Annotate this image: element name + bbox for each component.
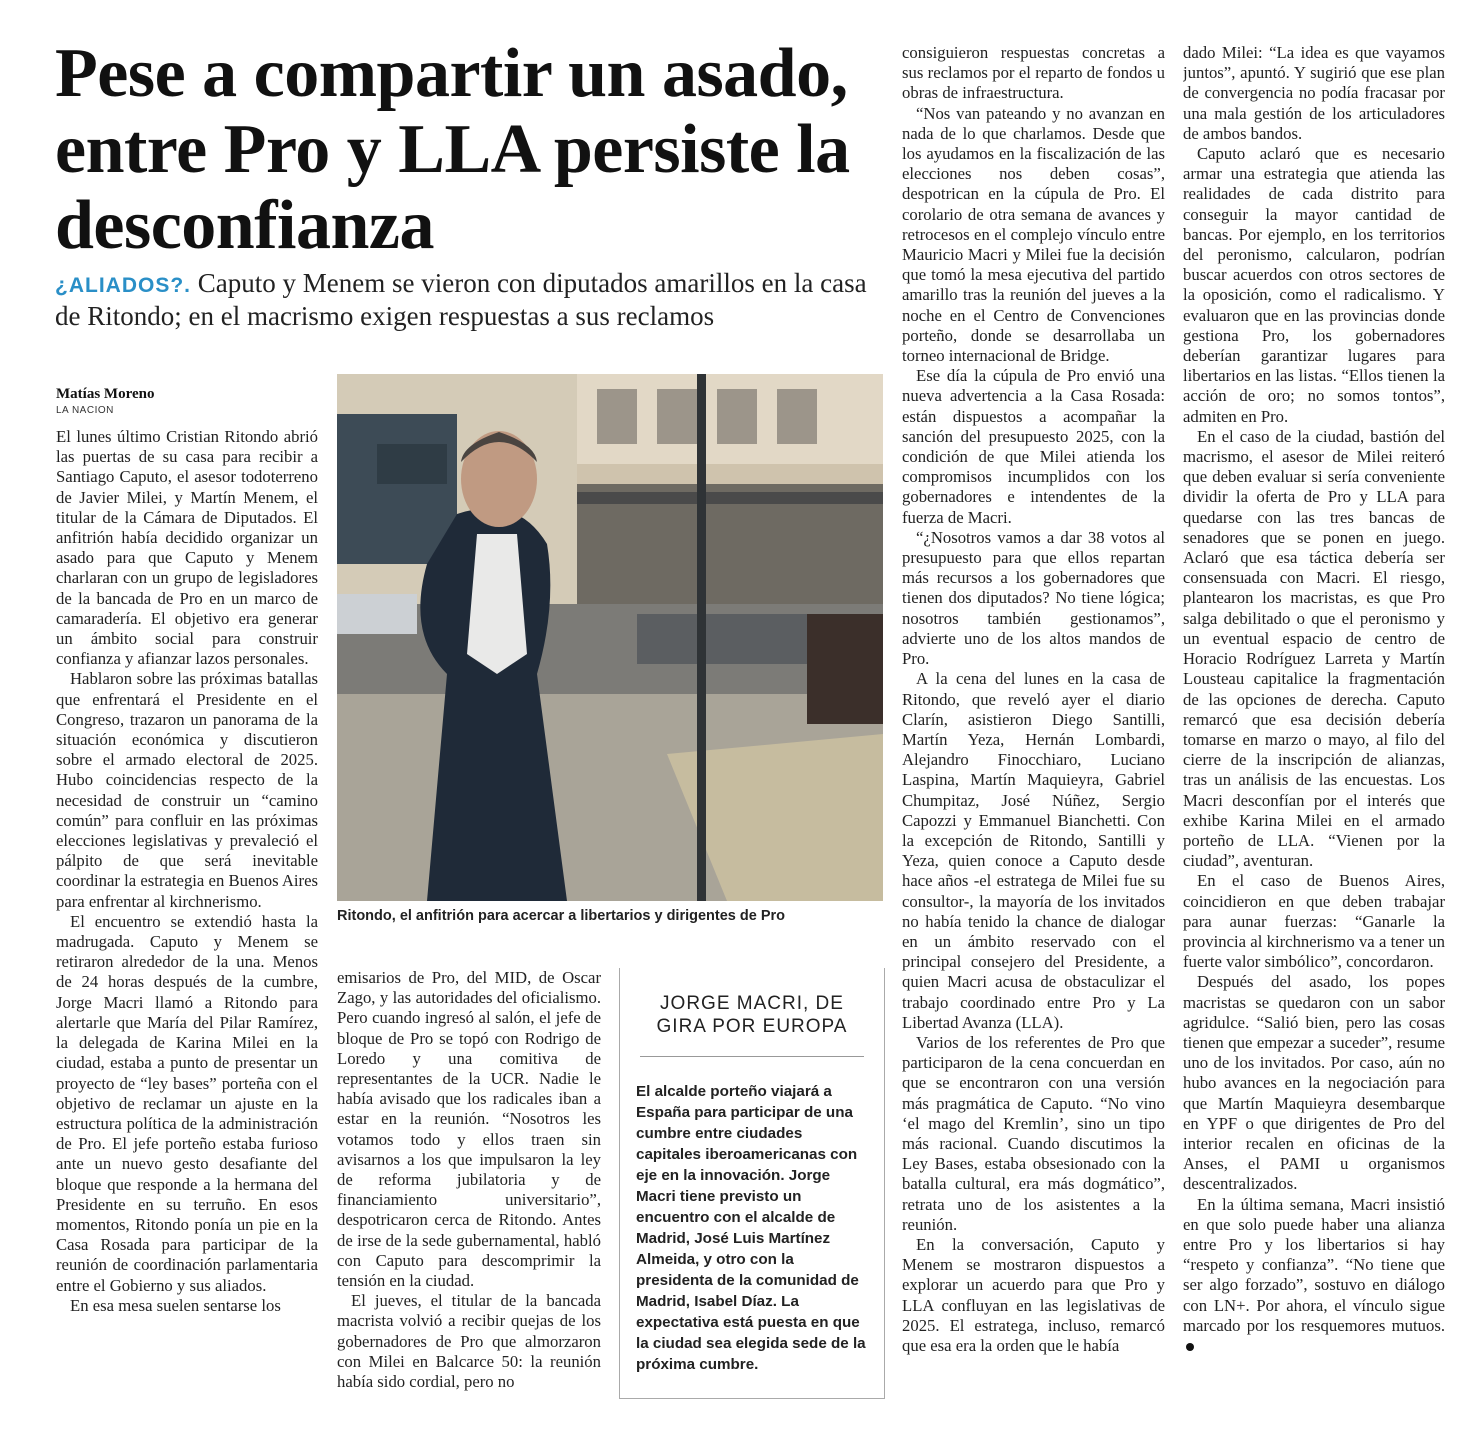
headline: Pese a compartir un asado, entre Pro y LLA persiste la desconfianza [55, 35, 850, 264]
article-photo [337, 374, 883, 901]
sidebar-box [619, 968, 885, 1399]
paragraph: A la cena del lunes en la casa de Ritondo, que reveló ayer el diario Clarín, asistieron Diego Santilli, Martín Yeza, Hernán Lombardi, Alejandro Finocchiaro, Luciano Laspina, Martín Maquieyra, Gabriel Chumpitaz, José Núñez, Sergio Capozzi y Emmanuel Bianchetti. Con la excepción de Ritondo, Santilli y Yeza, quien conoce a Caputo desde hace años -el estratega de Milei fue su consultor-, la mayoría de los invitados no había tenido la chance de dialogar en un ámbito reservado con el principal consejero del Presidente, a quien Macri acusa de obstaculizar el trabajo coordinado entre Pro y La Libertad Avanza (LLA). [902, 669, 1165, 1032]
photo-caption: Ritondo, el anfitrión para acercar a libertarios y dirigentes de Pro [337, 908, 786, 924]
sidebar-body: El alcalde porteño viajará a España para participar de una cumbre entre ciudades capitales iberoamericanas con eje en la innovación. Jorge Macri tiene previsto un encuentro con el alcalde de Madrid, José Luis Martínez Almeida, y otro con la presidenta de la comunidad de Madrid, Isabel Díaz. La expectativa está puesta en que la ciudad sea elegida sede de la próxima cumbre. [636, 1083, 866, 1373]
column-2 [337, 968, 601, 1398]
paragraph: Hablaron sobre las próximas batallas que enfrentará el Presidente en el Congreso, trazaron un panorama de la situación económica y discutieron sobre el armado electoral de 2025. Hubo coincidencias respecto de la necesidad de construir un “camino común” para confluir en las próximas elecciones legislativas y prevaleció el pálpito de que será inevitable coordinar la estrategia en Buenos Aires para enfrentar al kirchnerismo. [56, 669, 318, 911]
paragraph: En esa mesa suelen sentarse los [70, 1295, 281, 1315]
paragraph: En la conversación, Caputo y Menem se mostraron dispuestos a explorar un acuerdo para que Pro y LLA confluyan en las legislativas de 2025. El estratega, incluso, remarcó que esa era la orden que le había [902, 1234, 1165, 1355]
paragraph [1183, 1195, 1445, 1357]
sidebar-title: JORGE MACRI, DE GIRA POR EUROPA [656, 993, 848, 1037]
column-4 [902, 43, 1165, 1393]
paragraph: “Nos van pateando y no avanzan en nada de lo que charlamos. Desde que los ayudamos en la fiscalización de las elecciones nos deben cosas”, despotrican en la cúpula de Pro. El corolario de otra semana de avances y retrocesos en el complejo vínculo entre Mauricio Macri y Milei fue la decisión que tomó la mesa ejecutiva del partido amarillo tras la reunión del jueves a la noche en el Centro de Convenciones porteño, donde se desarrollaba un torneo internacional de Bridge. [902, 103, 1165, 366]
paragraph: dado Milei: “La idea es que vayamos juntos”, apuntó. Y sugirió que ese plan de convergencia no podía fracasar por una mala gestión de los articuladores de ambos bandos. [1183, 43, 1445, 143]
paragraph: El lunes último Cristian Ritondo abrió las puertas de su casa para recibir a Santiago Caputo, el asesor todoterreno de Javier Milei, y Martín Menem, el titular de la Cámara de Diputados. El anfitrión había decidido organizar un asado para que Caputo y Menem charlaran con un grupo de legisladores de la bancada de Pro en un marco de camaradería. El objetivo era generar un ámbito social para construir confianza y afianzar lazos personales. [56, 427, 318, 669]
author: Matías Moreno [56, 386, 155, 402]
paragraph: emisarios de Pro, del MID, de Oscar Zago, y las autoridades del oficialismo. Pero cuando ingresó al salón, el jefe de bloque de Pro se topó con Rodrigo de Loredo y una comitiva de representantes de la UCR. Nadie le había avisado que los radicales iban a estar en la reunión. “Nosotros les votamos todo y ellos traen sin avisarnos a los que impulsaron la ley de reforma jubilatoria y de financiamiento universitario”, despotricaron cerca de Ritondo. Antes de irse de la sede gubernamental, habló con Caputo para descomprimir la tensión en la ciudad. [337, 968, 601, 1291]
subhead-text: Caputo y Menem se vieron con diputados amarillos en la casa de Ritondo; en el macrismo exigen respuestas a sus reclamos [55, 268, 867, 331]
paragraph: El jueves, el titular de la bancada macrista volvió a recibir quejas de los gobernadores de Pro que almorzaron con Milei en Balcarce 50: la reunión había sido cordial, pero no [337, 1291, 601, 1392]
paragraph: “¿Nosotros vamos a dar 38 votos al presupuesto para que ellos repartan más recursos a los gobernadores que tienen dos diputados? No tiene lógica; nosotros también gestionamos”, advierte uno de los altos mandos de Pro. [902, 527, 1165, 669]
paragraph: El encuentro se extendió hasta la madrugada. Caputo y Menem se retiraron alrededor de la una. Menos de 24 horas después de la cumbre, Jorge Macri llamó a Ritondo para alertarle que María del Pilar Ramírez, la delegada de Karina Milei en la ciudad, estaba a punto de presentar un proyecto de “ley bases” porteña con el objetivo de reclamar un ajuste en la estructura política de la administración de Pro. El jefe porteño estaba furioso ante un nuevo gesto desafiante del bloque que responde a la hermana del Presidente en su terruño. En esos momentos, Ritondo ponía un pie en la Casa Rosada para participar de la reunión de coordinación parlamentaria entre el Gobierno y sus aliados. [56, 911, 318, 1295]
paragraph: Varios de los referentes de Pro que participaron de la cena concuerdan en que se encontraron con una versión más pragmática de Caputo. “No vino ‘el mago del Kremlin’, sino un tipo más racional. Cuando discutimos la Ley Bases, estaba obsesionado con la batalla cultural, era más dogmático”, retrata uno de los asistentes a la reunión. [902, 1032, 1165, 1234]
paragraph: consiguieron respuestas concretas a sus reclamos por el reparto de fondos u obras de infraestructura. [902, 43, 1165, 103]
end-of-article-icon [1186, 1343, 1194, 1351]
subhead [55, 268, 875, 332]
paragraph-text: En la última semana, Macri insistió en que solo puede haber una alianza entre Pro y los libertarios si hay “respeto y confianza”. “No tiene que ser algo forzado”, sostuvo en diálogo con LN+. Por ahora, el vínculo sigue marcado por los resquemores mutuos. [1183, 1194, 1445, 1335]
paragraph: En el caso de Buenos Aires, coincidieron en que deben trabajar para aunar fuerzas: “Ganarle la provincia al kirchnerismo va a tener un fuerte valor simbólico”, concordaron. [1183, 871, 1445, 972]
paragraph: Después del asado, los popes macristas se quedaron con un sabor agridulce. “Salió bien, pero las cosas tienen que empezar a suceder”, resume uno de los invitados. Por caso, aún no hubo avances en la negociación para que Martín Maquieyra desembarque en YPF o que dirigentes de Pro del interior recalen en oficinas de la Anses, el PAMI u organismos descentralizados. [1183, 972, 1445, 1194]
kicker: ¿ALIADOS?. [55, 274, 191, 297]
column-1 [56, 427, 318, 1391]
byline [56, 386, 316, 416]
outlet: LA NACION [56, 405, 114, 416]
column-5 [1183, 43, 1445, 1393]
paragraph: En el caso de la ciudad, bastión del macrismo, el asesor de Milei reiteró que deben evaluar si sería conveniente dividir la oferta de Pro y LLA para quedarse con las tres bancas de senadores que se ponen en juego. Aclaró que esa táctica debería ser consensuada con Macri. El riesgo, plantearon los macristas, es que Pro salga debilitado o que el peronismo y un eventual espacio de centro de Horacio Rodríguez Larreta y Martín Lousteau capitalice la fragmentación de las opciones de derecha. Caputo remarcó que esa decisión debería tomarse en marzo o mayo, al filo del cierre de la inscripción de alianzas, tras un análisis de las encuestas. Los Macri desconfían por el interés que exhibe Karina Milei en el armado porteño de LLA. “Vienen por la ciudad”, aventuran. [1183, 426, 1445, 871]
paragraph: Ese día la cúpula de Pro envió una nueva advertencia a la Casa Rosada: están dispuestos a acompañar la sanción del presupuesto 2025, con la condición de que Milei atienda los compromisos incumplidos con los gobernadores e intendentes de la fuerza de Macri. [902, 366, 1165, 527]
sidebar-divider [640, 1056, 864, 1057]
paragraph: Caputo aclaró que es necesario armar una estrategia que atienda las realidades de cada distrito para conseguir la mayor cantidad de bancas. Por ejemplo, en los territorios del peronismo, calcularon, podrían buscar acuerdos con otros sectores de la oposición, como el radicalismo. Y evaluaron que en las provincias donde gestiona Pro, los gobernadores deberían garantizar lugares para libertarios en las listas. “Ellos tienen la acción de oro; no somos tontos”, admiten en Pro. [1183, 144, 1445, 426]
